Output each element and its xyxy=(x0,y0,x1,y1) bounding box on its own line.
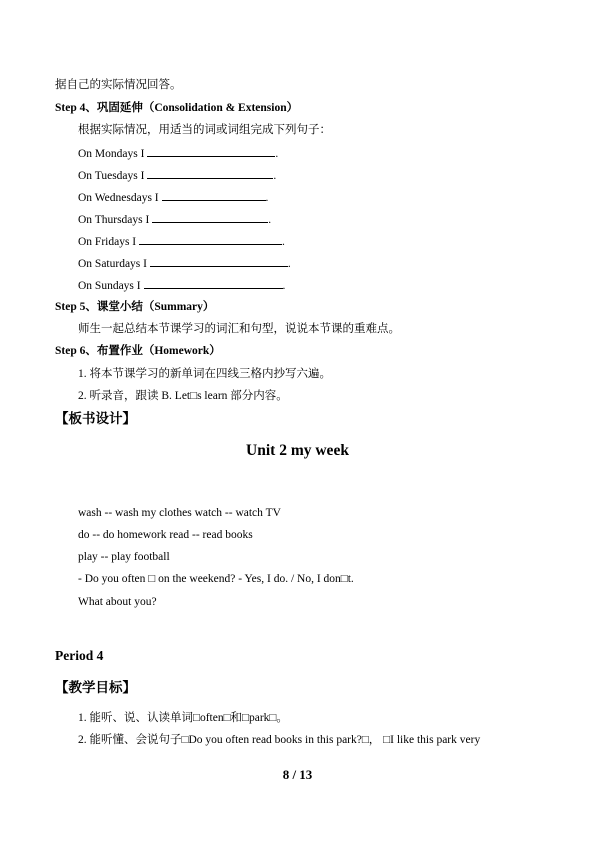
sentence-friday: On Fridays I . xyxy=(78,236,285,248)
answer-blank xyxy=(162,190,266,201)
goals-heading: 【教学目标】 xyxy=(55,680,136,695)
sentence-thursday: On Thursdays I . xyxy=(78,214,272,226)
board-line-5: What about you? xyxy=(78,596,157,608)
answer-blank xyxy=(152,212,268,223)
sentence-saturday: On Saturdays I . xyxy=(78,258,291,270)
sentence-wednesday: On Wednesdays I . xyxy=(78,192,269,204)
step5-title: Step 5、课堂小结（Summary） xyxy=(55,301,215,313)
answer-blank xyxy=(139,234,282,245)
sentence-sunday: On Sundays I . xyxy=(78,280,286,292)
answer-blank xyxy=(150,256,288,267)
board-line-4: - Do you often □ on the weekend? - Yes, I do. / No, I don□t. xyxy=(78,573,354,585)
page-number: 8 / 13 xyxy=(282,767,313,782)
intro-line: 据自己的实际情况回答。 xyxy=(55,79,182,91)
board-heading: 【板书设计】 xyxy=(55,411,136,426)
step6-title: Step 6、布置作业（Homework） xyxy=(55,345,221,357)
board-title: Unit 2 my week xyxy=(246,442,349,459)
answer-blank xyxy=(147,146,275,157)
board-line-3: play -- play football xyxy=(78,551,170,563)
sentence-monday: On Mondays I . xyxy=(78,148,279,160)
answer-blank xyxy=(144,278,283,289)
step4-title: Step 4、巩固延伸（Consolidation & Extension） xyxy=(55,102,299,114)
step4-instruction: 根据实际情况，用适当的词或词组完成下列句子： xyxy=(78,124,331,136)
step5-text: 师生一起总结本节课学习的词汇和句型，说说本节课的重难点。 xyxy=(78,323,400,335)
homework-item-2: 2. 听录音，跟读 B. Let□s learn 部分内容。 xyxy=(78,390,288,402)
goal-item-2: 2. 能听懂、会说句子□Do you often read books in this park?□， □I like this park very xyxy=(78,734,481,746)
goal-item-1: 1. 能听、说、认读单词□often□和□park□。 xyxy=(78,712,288,724)
answer-blank xyxy=(147,168,273,179)
sentence-tuesday: On Tuesdays I . xyxy=(78,170,277,182)
board-line-2: do -- do homework read -- read books xyxy=(78,529,253,541)
period-title: Period 4 xyxy=(55,648,104,663)
board-line-1: wash -- wash my clothes watch -- watch TV xyxy=(78,507,281,519)
homework-item-1: 1. 将本节课学习的新单词在四线三格内抄写六遍。 xyxy=(78,368,331,380)
